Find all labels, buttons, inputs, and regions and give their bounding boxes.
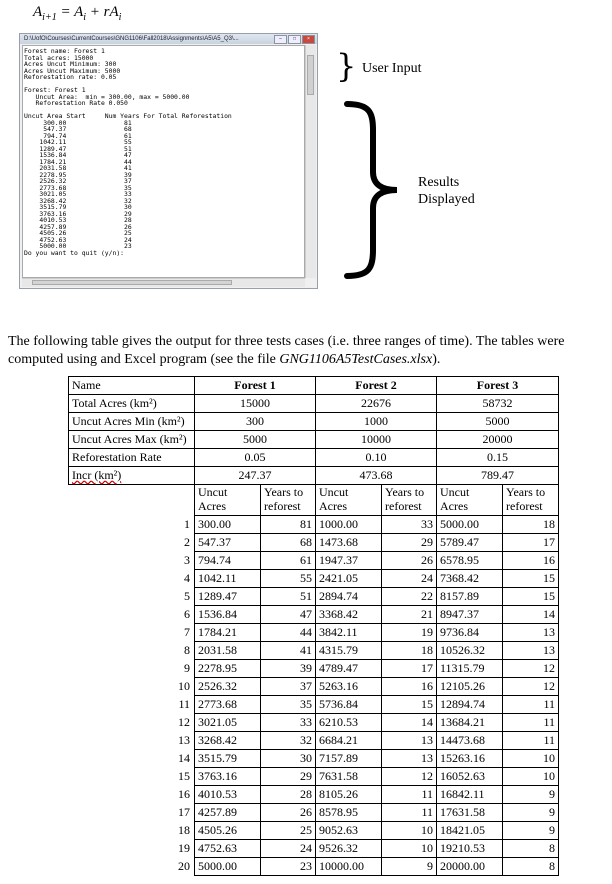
uncut-acres-cell: 3842.11 — [316, 624, 382, 642]
uncut-acres-cell: 1000.00 — [316, 516, 382, 534]
close-icon[interactable]: × — [302, 35, 315, 44]
parameter-value-cell: 10000 — [316, 431, 437, 449]
paragraph-text: The following table gives the output for three tests cases (i.e. three ranges of time). The tables were computed using and Excel program (see the file — [8, 334, 565, 367]
years-cell: 47 — [261, 606, 316, 624]
column-header-cell: Years to reforest — [382, 485, 437, 516]
column-header-cell: Years to reforest — [503, 485, 559, 516]
uncut-acres-cell: 8157.89 — [437, 588, 503, 606]
results-table — [68, 376, 559, 876]
uncut-acres-cell: 7368.42 — [437, 570, 503, 588]
years-cell: 8 — [503, 858, 559, 876]
uncut-acres-cell: 17631.58 — [437, 804, 503, 822]
console-line: 2278.95 39 — [24, 170, 132, 179]
parameter-value-cell: 22676 — [316, 395, 437, 413]
uncut-acres-cell: 10000.00 — [316, 858, 382, 876]
parameter-label-cell: Incr (km²) — [69, 467, 195, 485]
console-line: 794.74 61 — [24, 131, 132, 140]
row-number-cell: 5 — [184, 589, 190, 603]
parameter-label-cell: Uncut Acres Max (km²) — [69, 431, 195, 449]
years-cell: 12 — [503, 660, 559, 678]
console-line: Acres Uncut Minimum: 300 — [24, 60, 117, 68]
console-line: 3268.42 32 — [24, 196, 132, 205]
years-cell: 55 — [261, 570, 316, 588]
uncut-acres-cell: 9052.63 — [316, 822, 382, 840]
table-row — [69, 840, 559, 858]
table-row — [69, 642, 559, 660]
uncut-acres-cell: 300.00 — [195, 516, 261, 534]
uncut-acres-cell: 2031.58 — [195, 642, 261, 660]
table-row — [69, 534, 559, 552]
years-cell: 14 — [382, 714, 437, 732]
parameter-row — [69, 467, 559, 485]
table-row — [69, 732, 559, 750]
uncut-acres-cell: 10526.32 — [437, 642, 503, 660]
uncut-acres-cell: 7157.89 — [316, 750, 382, 768]
formula-term-r-sub: i — [118, 12, 122, 23]
years-cell: 21 — [382, 606, 437, 624]
row-number-cell: 6 — [184, 607, 190, 621]
forest-name-cell: Forest 2 — [316, 377, 437, 395]
parameter-label-cell: Uncut Acres Min (km²) — [69, 413, 195, 431]
years-cell: 12 — [382, 768, 437, 786]
row-number-cell: 2 — [184, 535, 190, 549]
table-row — [69, 624, 559, 642]
years-cell: 9 — [382, 858, 437, 876]
console-line: 1042.11 55 — [24, 138, 132, 146]
parameter-value-cell: 1000 — [316, 413, 437, 431]
uncut-acres-cell: 4752.63 — [195, 840, 261, 858]
uncut-acres-cell: 14473.68 — [437, 732, 503, 750]
years-cell: 68 — [261, 534, 316, 552]
uncut-acres-cell: 3515.79 — [195, 750, 261, 768]
parameter-value-cell: 0.15 — [437, 449, 559, 467]
uncut-acres-cell: 13684.21 — [437, 714, 503, 732]
years-cell: 19 — [382, 624, 437, 642]
years-cell: 26 — [382, 552, 437, 570]
uncut-acres-cell: 12105.26 — [437, 678, 503, 696]
years-cell: 10 — [382, 840, 437, 858]
name-label-cell: Name — [69, 377, 195, 395]
displayed-label: Displayed — [418, 192, 475, 207]
uncut-acres-cell: 15263.16 — [437, 750, 503, 768]
years-cell: 51 — [261, 588, 316, 606]
uncut-acres-cell: 547.37 — [195, 534, 261, 552]
uncut-acres-cell: 9526.32 — [316, 840, 382, 858]
parameter-row — [69, 431, 559, 449]
formula-lhs: A — [33, 4, 43, 20]
years-cell: 13 — [503, 642, 559, 660]
console-line: 4010.53 28 — [24, 216, 132, 224]
uncut-acres-cell: 1042.11 — [195, 570, 261, 588]
row-number-cell: 10 — [178, 679, 190, 693]
uncut-acres-cell: 11315.79 — [437, 660, 503, 678]
uncut-acres-cell: 6210.53 — [316, 714, 382, 732]
years-cell: 25 — [261, 822, 316, 840]
years-cell: 10 — [503, 768, 559, 786]
column-header-row — [69, 485, 559, 516]
uncut-acres-cell: 1947.37 — [316, 552, 382, 570]
row-number-cell: 15 — [178, 769, 190, 783]
uncut-acres-cell: 16052.63 — [437, 768, 503, 786]
vertical-scrollbar[interactable] — [305, 45, 316, 278]
years-cell: 13 — [382, 732, 437, 750]
years-cell: 16 — [382, 678, 437, 696]
table-row — [69, 696, 559, 714]
console-title: D:\UofO\Courses\CurrentCourses\GNG1106\Fall2018\Assignments\A5\A5_Q3\... — [24, 36, 239, 42]
uncut-acres-cell: 5789.47 — [437, 534, 503, 552]
years-cell: 9 — [503, 822, 559, 840]
table-row — [69, 516, 559, 534]
column-header-cell: Uncut Acres — [316, 485, 382, 516]
years-cell: 18 — [382, 642, 437, 660]
table-row — [69, 858, 559, 876]
parameter-value-cell: 20000 — [437, 431, 559, 449]
maximize-icon[interactable]: □ — [288, 35, 301, 44]
console-line: 3515.79 30 — [24, 203, 132, 211]
years-cell: 24 — [382, 570, 437, 588]
console-line: Reforestation Rate 0.050 — [24, 99, 128, 107]
uncut-acres-cell: 2278.95 — [195, 660, 261, 678]
years-cell: 18 — [503, 516, 559, 534]
uncut-acres-cell: 8947.37 — [437, 606, 503, 624]
results-label: Results — [418, 175, 460, 190]
vertical-scroll-thumb[interactable] — [307, 55, 314, 95]
uncut-acres-cell: 9736.84 — [437, 624, 503, 642]
parameter-value-cell: 58732 — [437, 395, 559, 413]
uncut-acres-cell: 3763.16 — [195, 768, 261, 786]
horizontal-scroll-thumb[interactable] — [32, 280, 232, 285]
excel-file-name: GNG1106A5TestCases.xlsx — [279, 352, 433, 367]
years-cell: 10 — [382, 822, 437, 840]
row-number-cell: 1 — [184, 517, 190, 531]
uncut-acres-cell: 5263.16 — [316, 678, 382, 696]
years-cell: 37 — [261, 678, 316, 696]
parameter-value-cell: 5000 — [195, 431, 316, 449]
parameter-row — [69, 395, 559, 413]
years-cell: 11 — [382, 786, 437, 804]
console-line: Total acres: 15000 — [24, 53, 94, 62]
console-line: 547.37 68 — [24, 125, 132, 133]
uncut-acres-cell: 1289.47 — [195, 588, 261, 606]
row-number-cell: 13 — [178, 733, 190, 747]
uncut-acres-cell: 4257.89 — [195, 804, 261, 822]
row-number-header-cell — [69, 485, 195, 516]
years-cell: 32 — [261, 732, 316, 750]
uncut-acres-cell: 5736.84 — [316, 696, 382, 714]
console-line: Uncut Area Start Num Years For Total Reforestation — [24, 112, 232, 120]
table-row — [69, 750, 559, 768]
parameter-value-cell: 789.47 — [437, 467, 559, 485]
formula-term-a: A — [74, 4, 84, 20]
console-output — [22, 45, 305, 278]
years-cell: 15 — [382, 696, 437, 714]
years-cell: 9 — [503, 804, 559, 822]
uncut-acres-cell: 2421.05 — [316, 570, 382, 588]
console-line: 4752.63 24 — [24, 235, 132, 244]
console-line: Do you want to quit (y/n): — [24, 248, 125, 257]
console-line: 2773.68 35 — [24, 183, 132, 192]
years-cell: 33 — [382, 516, 437, 534]
years-cell: 11 — [503, 714, 559, 732]
column-header-cell: Uncut Acres — [195, 485, 261, 516]
years-cell: 30 — [261, 750, 316, 768]
console-line: 1784.21 44 — [24, 157, 132, 166]
row-number-cell: 19 — [178, 841, 190, 855]
uncut-acres-cell: 16842.11 — [437, 786, 503, 804]
uncut-acres-cell: 1473.68 — [316, 534, 382, 552]
years-cell: 23 — [261, 858, 316, 876]
table-row — [69, 804, 559, 822]
years-cell: 26 — [261, 804, 316, 822]
console-line: 1536.84 47 — [24, 151, 132, 159]
years-cell: 15 — [503, 570, 559, 588]
console-line: Forest: Forest 1 — [24, 86, 86, 94]
row-number-cell: 12 — [178, 715, 190, 729]
uncut-acres-cell: 8578.95 — [316, 804, 382, 822]
parameter-value-cell: 0.05 — [195, 449, 316, 467]
years-cell: 12 — [503, 678, 559, 696]
uncut-acres-cell: 6578.95 — [437, 552, 503, 570]
row-number-cell: 17 — [178, 805, 190, 819]
row-number-cell: 16 — [178, 787, 190, 801]
parameter-value-cell: 300 — [195, 413, 316, 431]
uncut-acres-cell: 1784.21 — [195, 624, 261, 642]
uncut-acres-cell: 7631.58 — [316, 768, 382, 786]
results-brace — [343, 100, 403, 280]
table-row — [69, 606, 559, 624]
uncut-acres-cell: 3368.42 — [316, 606, 382, 624]
horizontal-scrollbar[interactable] — [22, 278, 305, 287]
console-line: 4505.26 25 — [24, 229, 132, 237]
uncut-acres-cell: 4010.53 — [195, 786, 261, 804]
years-cell: 13 — [503, 624, 559, 642]
column-header-cell: Years to reforest — [261, 485, 316, 516]
column-header-cell: Uncut Acres — [437, 485, 503, 516]
user-input-label: User Input — [362, 61, 422, 76]
table-row — [69, 570, 559, 588]
uncut-acres-cell: 794.74 — [195, 552, 261, 570]
uncut-acres-cell: 18421.05 — [437, 822, 503, 840]
years-cell: 10 — [503, 750, 559, 768]
years-cell: 13 — [382, 750, 437, 768]
row-number-cell: 11 — [178, 697, 190, 711]
row-number-cell: 18 — [178, 823, 190, 837]
parameter-value-cell: 473.68 — [316, 467, 437, 485]
forest-name-cell: Forest 1 — [195, 377, 316, 395]
row-number-cell: 3 — [184, 553, 190, 567]
parameter-label-cell: Reforestation Rate — [69, 449, 195, 467]
years-cell: 24 — [261, 840, 316, 858]
console-line: Acres Uncut Maximum: 5000 — [24, 66, 121, 75]
uncut-acres-cell: 19210.53 — [437, 840, 503, 858]
uncut-acres-cell: 3268.42 — [195, 732, 261, 750]
parameter-value-cell: 15000 — [195, 395, 316, 413]
parameter-value-cell: 247.37 — [195, 467, 316, 485]
years-cell: 39 — [261, 660, 316, 678]
row-number-cell: 8 — [184, 643, 190, 657]
uncut-acres-cell: 3021.05 — [195, 714, 261, 732]
uncut-acres-cell: 12894.74 — [437, 696, 503, 714]
user-input-brace: } — [336, 47, 357, 85]
years-cell: 81 — [261, 516, 316, 534]
uncut-acres-cell: 4315.79 — [316, 642, 382, 660]
console-line: Forest name: Forest 1 — [24, 47, 105, 55]
parameter-row — [69, 449, 559, 467]
uncut-acres-cell: 2894.74 — [316, 588, 382, 606]
uncut-acres-cell: 4505.26 — [195, 822, 261, 840]
years-cell: 17 — [503, 534, 559, 552]
years-cell: 29 — [382, 534, 437, 552]
description-paragraph — [8, 333, 608, 369]
years-cell: 11 — [503, 696, 559, 714]
paragraph-tail: ). — [432, 352, 441, 367]
parameter-value-cell: 5000 — [437, 413, 559, 431]
console-line: 3763.16 29 — [24, 209, 132, 218]
console-line: 2031.58 41 — [24, 164, 132, 172]
table-row — [69, 768, 559, 786]
console-line: 300.00 81 — [24, 118, 132, 127]
years-cell: 22 — [382, 588, 437, 606]
console-line: 5000.00 23 — [24, 242, 132, 250]
table-header-row — [69, 377, 559, 395]
row-number-cell: 4 — [184, 571, 190, 585]
years-cell: 15 — [503, 588, 559, 606]
uncut-acres-cell: 5000.00 — [195, 858, 261, 876]
console-line: Uncut Area: min = 300.00, max = 5000.00 — [24, 92, 190, 101]
formula-term-r: rA — [103, 4, 119, 20]
years-cell: 16 — [503, 552, 559, 570]
console-title-bar[interactable] — [20, 34, 317, 44]
years-cell: 11 — [382, 804, 437, 822]
years-cell: 41 — [261, 642, 316, 660]
table-row — [69, 588, 559, 606]
years-cell: 11 — [503, 732, 559, 750]
table-row — [69, 678, 559, 696]
years-cell: 17 — [382, 660, 437, 678]
uncut-acres-cell: 2526.32 — [195, 678, 261, 696]
formula-term-a-sub: i — [83, 12, 87, 23]
row-number-cell: 7 — [184, 625, 190, 639]
parameter-label-cell: Total Acres (km²) — [69, 395, 195, 413]
row-number-cell: 9 — [184, 661, 190, 675]
console-line: 2526.32 37 — [24, 177, 132, 185]
table-row — [69, 552, 559, 570]
console-line: 4257.89 26 — [24, 222, 132, 231]
table-row — [69, 660, 559, 678]
years-cell: 61 — [261, 552, 316, 570]
uncut-acres-cell: 4789.47 — [316, 660, 382, 678]
uncut-acres-cell: 6684.21 — [316, 732, 382, 750]
years-cell: 35 — [261, 696, 316, 714]
uncut-acres-cell: 8105.26 — [316, 786, 382, 804]
row-number-cell: 20 — [178, 859, 190, 873]
recurrence-formula: $A_{i+1} = A_i + rA_i$ — [33, 4, 122, 23]
uncut-acres-cell: 1536.84 — [195, 606, 261, 624]
parameter-row — [69, 413, 559, 431]
console-line: 1289.47 51 — [24, 144, 132, 153]
years-cell: 28 — [261, 786, 316, 804]
table-row — [69, 822, 559, 840]
years-cell: 9 — [503, 786, 559, 804]
console-window — [19, 33, 318, 289]
table-row — [69, 786, 559, 804]
years-cell: 14 — [503, 606, 559, 624]
years-cell: 29 — [261, 768, 316, 786]
parameter-value-cell: 0.10 — [316, 449, 437, 467]
years-cell: 33 — [261, 714, 316, 732]
formula-lhs-sub: i+1 — [42, 12, 57, 23]
row-number-cell: 14 — [178, 751, 190, 765]
console-line: Reforestation rate: 0.05 — [24, 73, 117, 81]
years-cell: 44 — [261, 624, 316, 642]
uncut-acres-cell: 20000.00 — [437, 858, 503, 876]
uncut-acres-cell: 2773.68 — [195, 696, 261, 714]
table-row — [69, 714, 559, 732]
forest-name-cell: Forest 3 — [437, 377, 559, 395]
minimize-icon[interactable]: – — [274, 35, 287, 44]
years-cell: 8 — [503, 840, 559, 858]
console-line: 3021.05 33 — [24, 190, 132, 198]
uncut-acres-cell: 5000.00 — [437, 516, 503, 534]
